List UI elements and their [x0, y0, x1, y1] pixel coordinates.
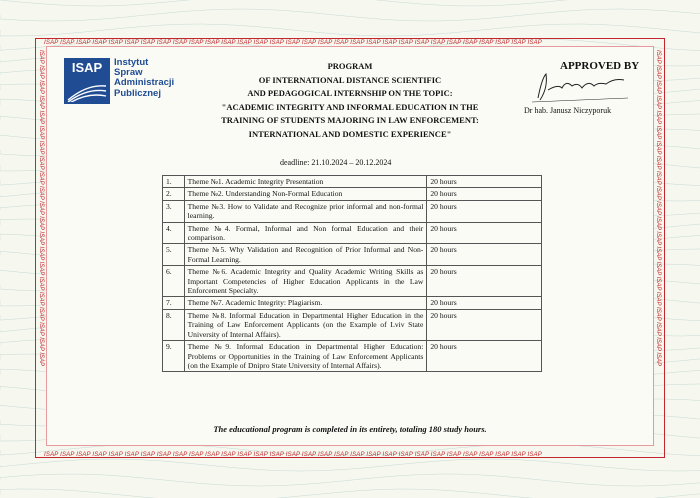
theme-title: Theme №7. Academic Integrity: Plagiarism. [184, 297, 427, 309]
theme-title: Theme №8. Informal Education in Departmental Higher Education in the Training of Law Enforcement Applicants (on the Example of Lviv State University of Internal Affairs). [184, 309, 427, 340]
table-row [163, 309, 542, 340]
theme-hours: 20 hours [427, 266, 542, 297]
signature-image [528, 68, 638, 104]
theme-hours: 20 hours [427, 341, 542, 372]
institute-name-line: Instytut [114, 57, 149, 68]
theme-hours: 20 hours [427, 222, 542, 244]
table-row [163, 297, 542, 309]
theme-hours: 20 hours [427, 200, 542, 222]
theme-hours: 20 hours [427, 244, 542, 266]
institute-name-line: Spraw [114, 67, 143, 79]
theme-hours: 20 hours [427, 176, 542, 188]
theme-number: 4. [163, 222, 185, 244]
title-line: "ACADEMIC INTEGRITY AND INFORMAL EDUCATION IN THE [221, 101, 479, 112]
theme-number: 5. [163, 244, 185, 266]
table-row [163, 266, 542, 297]
security-border-right: ISAP ISAP ISAP ISAP ISAP ISAP ISAP ISAP ISAP ISAP ISAP ISAP ISAP ISAP ISAP ISAP ISAP ISAP ISAP ISAP ISAP [655, 50, 661, 367]
theme-title: Theme №3. How to Validate and Recognize prior informal and non-formal learning. [184, 200, 427, 222]
theme-number: 8. [163, 309, 185, 340]
theme-title: Theme №2. Understanding Non-Formal Education [184, 188, 427, 200]
title-line: PROGRAM [327, 61, 373, 71]
table-row [163, 244, 542, 266]
table-row [163, 200, 542, 222]
theme-title: Theme №1. Academic Integrity Presentation [184, 176, 427, 188]
logo-lines-icon [66, 80, 108, 102]
title-line: AND PEDAGOGICAL INTERNSHIP ON THE TOPIC: [247, 88, 453, 98]
security-border-left: ISAP ISAP ISAP ISAP ISAP ISAP ISAP ISAP ISAP ISAP ISAP ISAP ISAP ISAP ISAP ISAP ISAP ISAP ISAP ISAP ISAP [38, 50, 44, 367]
signer-name: Dr hab. Janusz Niczyporuk [524, 106, 612, 115]
security-border-top: ISAP ISAP ISAP ISAP ISAP ISAP ISAP ISAP ISAP ISAP ISAP ISAP ISAP ISAP ISAP ISAP ISAP ISAP ISAP ISAP ISAP ISAP ISAP ISAP ISAP ISAP ISAP ISAP ISAP ISAP ISAP [44, 40, 542, 46]
title-line: TRAINING OF STUDENTS MAJORING IN LAW ENFORCEMENT: [221, 115, 479, 125]
title-line: INTERNATIONAL AND DOMESTIC EXPERIENCE" [248, 128, 452, 139]
deadline: deadline: 21.10.2024 – 20.12.2024 [280, 158, 392, 167]
table-row [163, 176, 542, 188]
theme-hours: 20 hours [427, 297, 542, 309]
institute-name-line: Publicznej [114, 87, 161, 99]
approved-by-label: APPROVED BY [560, 60, 640, 72]
theme-number: 7. [163, 297, 185, 309]
themes-table [162, 175, 542, 372]
theme-hours: 20 hours [427, 188, 542, 200]
institute-name-line: Administracji [114, 77, 175, 89]
theme-title: Theme №4. Formal, Informal and Non formal Education and their comparison. [184, 222, 427, 244]
theme-number: 9. [163, 341, 185, 372]
theme-number: 3. [163, 200, 185, 222]
title-line: OF INTERNATIONAL DISTANCE SCIENTIFIC [258, 74, 442, 85]
theme-number: 6. [163, 266, 185, 297]
theme-title: Theme №6. Academic Integrity and Quality Academic Writing Skills as Important Competencies of Higher Education Applicants in the Law Enforcement Specialty. [184, 266, 427, 297]
theme-title: Theme №5. Why Validation and Recognition of Prior Informal and Non-Formal Learning. [184, 244, 427, 266]
theme-number: 1. [163, 176, 185, 188]
security-border-bottom: ISAP ISAP ISAP ISAP ISAP ISAP ISAP ISAP ISAP ISAP ISAP ISAP ISAP ISAP ISAP ISAP ISAP ISAP ISAP ISAP ISAP ISAP ISAP ISAP ISAP ISAP ISAP ISAP ISAP ISAP ISAP [44, 452, 542, 458]
theme-number: 2. [163, 188, 185, 200]
logo-abbr: ISAP [71, 60, 103, 75]
program-summary: The educational program is completed in its entirety, totaling 180 study hours. [213, 424, 487, 434]
institute-name [114, 58, 196, 99]
logo-mark [64, 58, 110, 104]
theme-title: Theme №9. Informal Education in Departmental Higher Education: Problems or Opportunities in the Training of Law Enforcement Applicants (on the Example of Dnipro State University of Internal Affairs). [184, 341, 427, 372]
table-row [163, 188, 542, 200]
table-row [163, 341, 542, 372]
theme-hours: 20 hours [427, 309, 542, 340]
program-title [190, 60, 510, 141]
table-row [163, 222, 542, 244]
institute-logo [64, 58, 196, 104]
